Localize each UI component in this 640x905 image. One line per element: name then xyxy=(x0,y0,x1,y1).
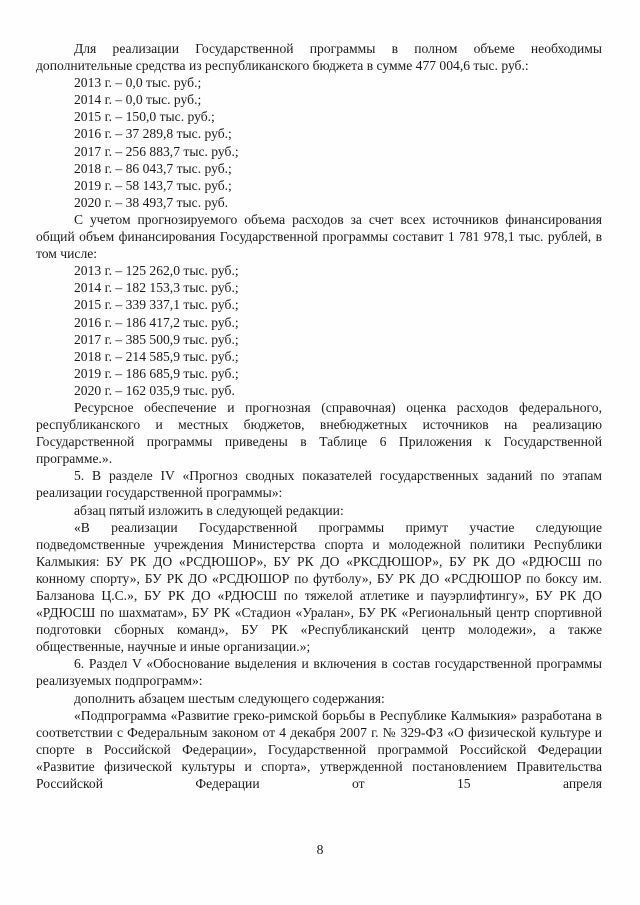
paragraph-total-funds-intro: С учетом прогнозируемого объема расходов за счет всех источников финансирования общий объем финансирования Государственной программы составит 1 781 978,1 тыс. рублей, в том числе: xyxy=(36,211,602,262)
total-funds-item: 2015 г. – 339 337,1 тыс. руб.; xyxy=(74,297,239,313)
paragraph-section-5-heading: 6. Раздел V «Обоснование выделения и включения в состав государственной программы реализуемых подпрограмм»: xyxy=(36,656,602,689)
paragraph-section-4-instruction: абзац пятый изложить в следующей редакции: xyxy=(74,502,344,518)
paragraph-subprogram-wrestling: «Подпрограмма «Развитие греко-римской борьбы в Республике Калмыкия» разработана в соответствии с Федеральным законом от 4 декабря 2007 г. № 329-ФЗ «О физической культуре и спорте в Российской Федерации», Государственной программой Российской Федерации «Развитие физической культуры и спорта», утвержденной постановлением Правительства Российской Федерации от 15 апреля xyxy=(36,707,602,792)
additional-funds-list xyxy=(36,74,602,211)
paragraph-resource-estimate: Ресурсное обеспечение и прогнозная (справочная) оценка расходов федерального, республиканского и местных бюджетов, внебюджетных источников на реализацию Государственной программы приведены в Таблице 6 Приложения к Государственной программе.». xyxy=(36,399,602,467)
paragraph-additional-funds-intro: Для реализации Государственной программы в полном объеме необходимы дополнительные средства из республиканского бюджета в сумме 477 004,6 тыс. руб.: xyxy=(36,41,602,74)
total-funds-item: 2018 г. – 214 585,9 тыс. руб.; xyxy=(74,348,239,364)
page-number: 8 xyxy=(316,842,324,857)
total-funds-list xyxy=(36,262,602,399)
additional-funds-item: 2017 г. – 256 883,7 тыс. руб.; xyxy=(74,143,239,159)
additional-funds-item: 2020 г. – 38 493,7 тыс. руб. xyxy=(74,194,229,210)
additional-funds-item: 2018 г. – 86 043,7 тыс. руб.; xyxy=(74,160,232,176)
total-funds-item: 2016 г. – 186 417,2 тыс. руб.; xyxy=(74,314,239,330)
additional-funds-item: 2013 г. – 0,0 тыс. руб.; xyxy=(74,75,202,91)
paragraph-institutions-list: «В реализации Государственной программы примут участие следующие подведомственные учреждения Министерства спорта и молодежной политики Республики Калмыкия: БУ РК ДО «РСДЮШОР», БУ РК ДО «РКСДЮШОР», БУ РК ДО «РДЮСШ по конному спорту», БУ РК ДО «РСДЮШОР по футболу», БУ РК ДО «РСДЮШОР по боксу им. Балзанова Ц.С.», БУ РК ДО «РДЮСШ по тяжелой атлетике и пауэрлифтингу», БУ РК ДО «РДЮСШ по шахматам», БУ РК «Стадион «Уралан», БУ РК «Региональный центр спортивной подготовки сборных команд», БУ РК «Республиканский центр молодежи», а также общественные, научные и иные организации.»; xyxy=(36,519,602,655)
additional-funds-item: 2014 г. – 0,0 тыс. руб.; xyxy=(74,92,202,108)
additional-funds-item: 2019 г. – 58 143,7 тыс. руб.; xyxy=(74,177,232,193)
document-body xyxy=(36,40,602,792)
total-funds-item: 2013 г. – 125 262,0 тыс. руб.; xyxy=(74,263,239,279)
paragraph-section-4-heading: 5. В разделе IV «Прогноз сводных показателей государственных заданий по этапам реализации государственной программы»: xyxy=(36,468,602,501)
total-funds-item: 2019 г. – 186 685,9 тыс. руб.; xyxy=(74,365,239,381)
total-funds-item: 2017 г. – 385 500,9 тыс. руб.; xyxy=(74,331,239,347)
additional-funds-item: 2015 г. – 150,0 тыс. руб.; xyxy=(74,109,215,125)
additional-funds-item: 2016 г. – 37 289,8 тыс. руб.; xyxy=(74,126,232,142)
total-funds-item: 2014 г. – 182 153,3 тыс. руб.; xyxy=(74,280,239,296)
total-funds-item: 2020 г. – 162 035,9 тыс. руб. xyxy=(74,382,235,398)
paragraph-section-5-instruction: дополнить абзацем шестым следующего содержания: xyxy=(74,690,385,706)
